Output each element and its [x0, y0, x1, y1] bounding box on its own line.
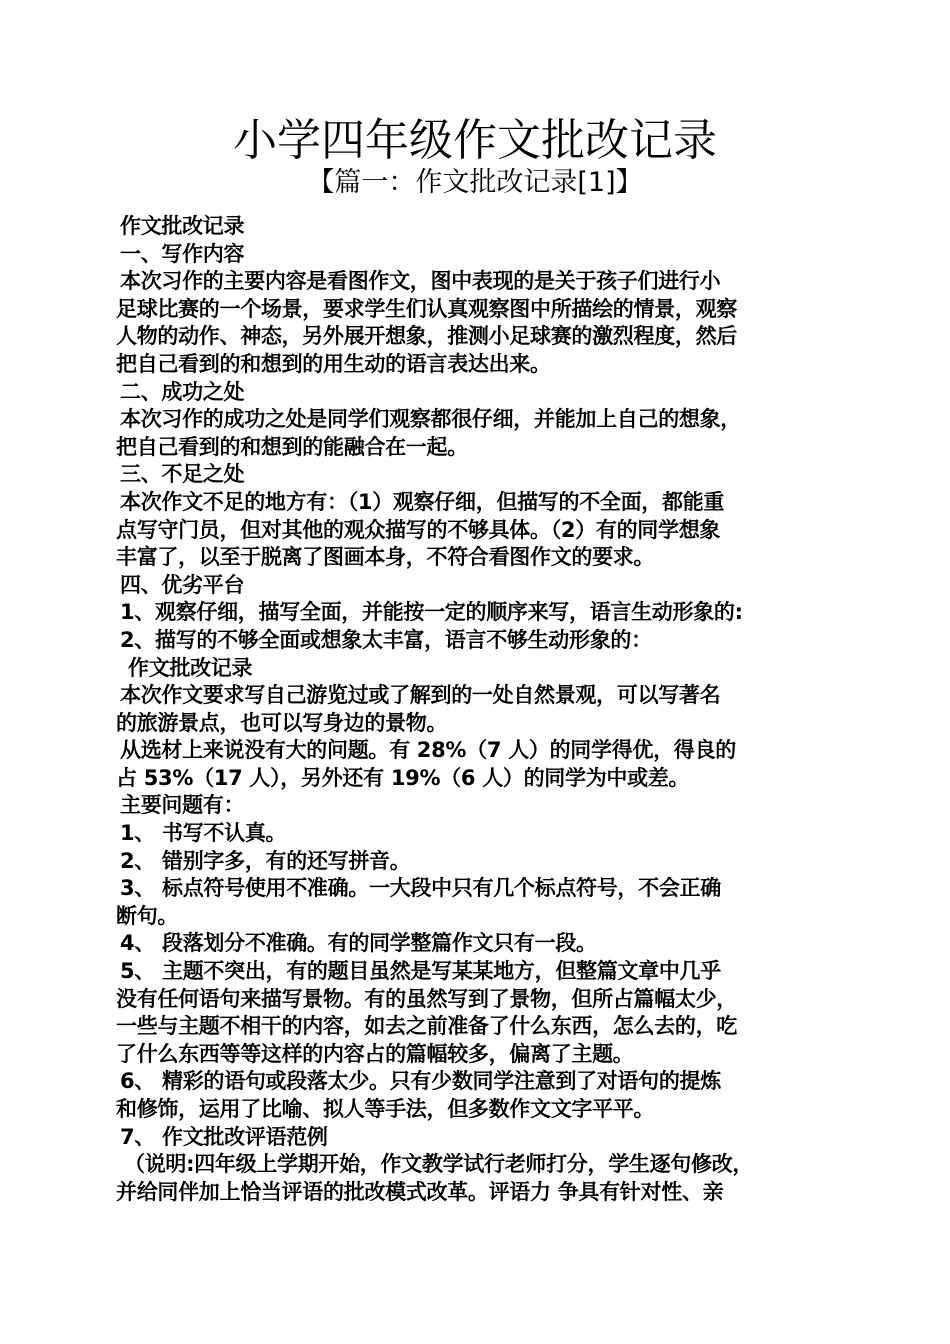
- section-heading: 二、成功之处: [120, 379, 245, 404]
- document-subtitle: 【篇一：作文批改记录[1]】: [307, 167, 643, 198]
- list-item: 2、描写的不够全面或想象太丰富，语言不够生动形象的：: [120, 627, 652, 652]
- paragraph-line: 人物的动作、神态，另外展开想象，推测小足球赛的激烈程度，然后: [116, 324, 737, 349]
- paragraph-line: 并给同伴加上恰当评语的批改模式改革。评语力 争具有针对性、亲: [116, 1179, 724, 1204]
- list-item: 6、 精彩的语句或段落太少。只有少数同学注意到了对语句的提炼: [120, 1069, 721, 1094]
- list-item: 3、 标点符号使用不准确。一大段中只有几个标点符号，不会正确: [120, 876, 721, 901]
- section-heading: 三、不足之处: [120, 462, 245, 487]
- section-heading: 四、优劣平台: [120, 572, 245, 597]
- paragraph-line: 本次作文不足的地方有：（1）观察仔细，但描写的不全面，都能重: [120, 489, 725, 514]
- paragraph-line: 本次作文要求写自己游览过或了解到的一处自然景观，可以写著名: [120, 683, 721, 708]
- paragraph-line: 和修饰，运用了比喻、拟人等手法，但多数作文文字平平。: [116, 1097, 655, 1121]
- paragraph-line: （说明:四年级上学期开始，作文教学试行老师打分，学生逐句修改，: [124, 1152, 754, 1177]
- list-item: 5、 主题不突出，有的题目虽然是写某某地方，但整篇文章中几乎: [120, 959, 721, 984]
- list-item: 2、 错别字多，有的还写拼音。: [120, 848, 411, 873]
- section-heading: 一、写作内容: [120, 241, 245, 266]
- section-heading: 作文批改记录: [120, 214, 245, 238]
- paragraph-line: 的旅游景点，也可以写身边的景物。: [116, 710, 448, 735]
- section-heading: 主要问题有：: [120, 793, 245, 818]
- paragraph-line: 没有任何语句来描写景物。有的虽然写到了景物，但所占篇幅太少，: [116, 986, 737, 1011]
- paragraph-line: 本次习作的成功之处是同学们观察都很仔细，并能加上自己的想象，: [120, 407, 741, 432]
- section-heading: 作文批改记录: [128, 655, 253, 680]
- list-item: 1、观察仔细，描写全面，并能按一定的顺序来写，语言生动形象的:: [120, 600, 743, 625]
- paragraph-line: 足球比赛的一个场景，要求学生们认真观察图中所描绘的情景，观察: [116, 296, 737, 321]
- paragraph-line: 从选材上来说没有大的问题。有 28%（7 人）的同学得优，得良的: [120, 738, 736, 763]
- document-body: [116, 213, 838, 1206]
- paragraph-line: 一些与主题不相干的内容，如去之前准备了什么东西，怎么去的，吃: [116, 1014, 737, 1039]
- paragraph-line: 本次习作的主要内容是看图作文，图中表现的是关于孩子们进行小: [120, 269, 721, 294]
- list-item: 1、 书写不认真。: [120, 821, 287, 846]
- paragraph-line: 把自己看到的和想到的能融合在一起。: [116, 434, 468, 459]
- list-item: 7、 作文批改评语范例: [120, 1124, 328, 1149]
- paragraph-line: 占 53%（17 人），另外还有 19%（6 人）的同学为中或差。: [116, 765, 690, 790]
- paragraph-line: 丰富了，以至于脱离了图画本身，不符合看图作文的要求。: [116, 545, 655, 570]
- paragraph-line: 点写守门员，但对其他的观众描写的不够具体。（2）有的同学想象: [116, 517, 721, 542]
- paragraph-line: 了什么东西等等这样的内容占的篇幅较多，偏离了主题。: [116, 1041, 634, 1066]
- list-item: 4、 段落划分不准确。有的同学整篇作文只有一段。: [120, 931, 597, 956]
- paragraph-line: 断句。: [116, 903, 179, 928]
- document-title: 小学四年级作文批改记录: [233, 115, 717, 166]
- paragraph-line: 把自己看到的和想到的用生动的语言表达出来。: [116, 351, 551, 376]
